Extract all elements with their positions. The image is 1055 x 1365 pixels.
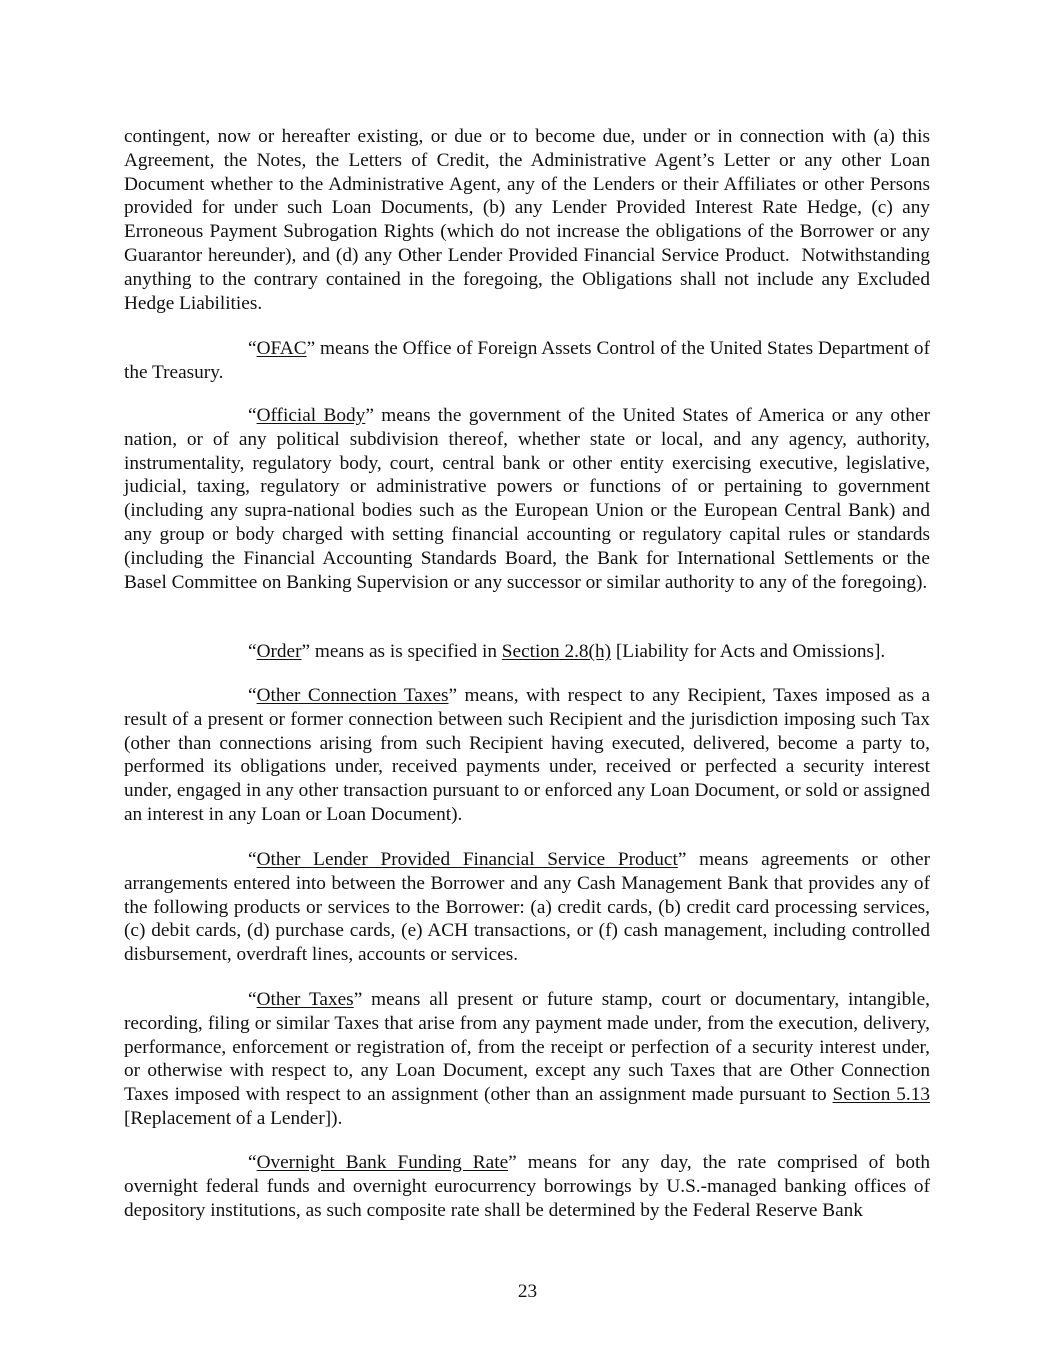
definition-order — [124, 640, 930, 664]
open-quote: “ — [248, 849, 257, 870]
section-reference: Section 5.13 — [832, 1084, 930, 1106]
definition-text: ” means the government of the United States of America or any other nation, or of any political subdivision thereof, whether state or local, and any agency, authority, instrumentality, regulatory body, court, central bank or other entity exercising executive, legislative, judicial, taxing, regulatory or administrative powers or functions of or pertaining to government (including any supra-national bodies such as the European Union or the European Central Bank) and any group or body charged with setting financial accounting or regulatory capital rules or standards (including the Financial Accounting Standards Board, the Bank for International Settlements or the Basel Committee on Banking Supervision or any successor or similar authority to any of the foregoing). — [124, 405, 930, 593]
defined-term: Other Lender Provided Financial Service Product — [256, 849, 678, 870]
definition-other-taxes — [124, 988, 930, 1131]
paragraph-text: contingent, now or hereafter existing, or due or to become due, under or in connection with (a) this Agreement, the Notes, the Letters of Credit, the Administrative Agent’s Letter or any other Loan Document whether to the Administrative Agent, any of the Lenders or their Affiliates or other Persons provided for under such Loan Documents, (b) any Lender Provided Interest Rate Hedge, (c) any Erroneous Payment Subrogation Rights (which do not increase the obligations of the Borrower or any Guarantor hereunder), and (d) any Other Lender Provided Financial Service Product. Notwithstanding anything to the contrary contained in the foregoing, the Obligations shall not include any Excluded Hedge Liabilities. — [124, 126, 930, 314]
definition-overnight-bank-funding-rate — [124, 1151, 930, 1222]
open-quote: “ — [248, 989, 257, 1010]
paragraph-obligations-continued — [124, 125, 930, 315]
definition-text: [Replacement of a Lender]). — [124, 1107, 343, 1129]
definition-text: ” means all present or future stamp, court or documentary, intangible, recording, filing or similar Taxes that arise from any payment made under, from the execution, delivery, performance, enforcement or registration of, from the receipt or perfection of a security interest under, or otherwise with respect to, any Loan Document, except any such Taxes that are Other Connection Taxes imposed with respect to an assignment (other than an assignment made pursuant to — [124, 989, 930, 1106]
defined-term: Other Taxes — [256, 989, 354, 1010]
page-number: 23 — [517, 1281, 538, 1302]
defined-term: Order — [256, 641, 302, 662]
open-quote: “ — [248, 405, 257, 426]
definition-text: ” means the Office of Foreign Assets Control of the United States Department of the Treasury. — [124, 338, 930, 383]
definition-text: ” means for any day, the rate comprised of both overnight federal funds and overnight eurocurrency borrowings by U.S.-managed banking offices of depository institutions, as such composite rate shall be determined by the Federal Reserve Bank — [124, 1152, 930, 1221]
definition-other-connection-taxes — [124, 684, 930, 827]
open-quote: “ — [248, 641, 257, 662]
definition-text: ” means as is specified in — [301, 641, 502, 662]
section-reference: Section 2.8(h) — [501, 641, 612, 662]
definition-official-body — [124, 404, 930, 594]
defined-term: Official Body — [256, 405, 366, 426]
definition-text: ” means agreements or other arrangements entered into between the Borrower and any Cash Management Bank that provides any of the following products or services to the Borrower: (a) credit cards, (b) credit card processing services, (c) debit cards, (d) purchase cards, (e) ACH transactions, or (f) cash management, including controlled disbursement, overdraft lines, accounts or services. — [124, 849, 930, 966]
definition-ofac — [124, 337, 930, 385]
open-quote: “ — [248, 338, 257, 359]
open-quote: “ — [248, 685, 257, 706]
defined-term: Other Connection Taxes — [256, 685, 449, 706]
definition-other-lender-provided-financial-service-product — [124, 848, 930, 967]
defined-term: Overnight Bank Funding Rate — [256, 1152, 509, 1173]
defined-term: OFAC — [256, 338, 307, 359]
definition-text: [Liability for Acts and Omissions]. — [611, 641, 886, 662]
open-quote: “ — [248, 1152, 257, 1173]
definition-text: ” means, with respect to any Recipient, Taxes imposed as a result of a present or former connection between such Recipient and the jurisdiction imposing such Tax (other than connections arising from such Recipient having executed, delivered, become a party to, performed its obligations under, received payments under, received or perfected a security interest under, engaged in any other transaction pursuant to or enforced any Loan Document, or sold or assigned an interest in any Loan or Loan Document). — [124, 685, 930, 825]
